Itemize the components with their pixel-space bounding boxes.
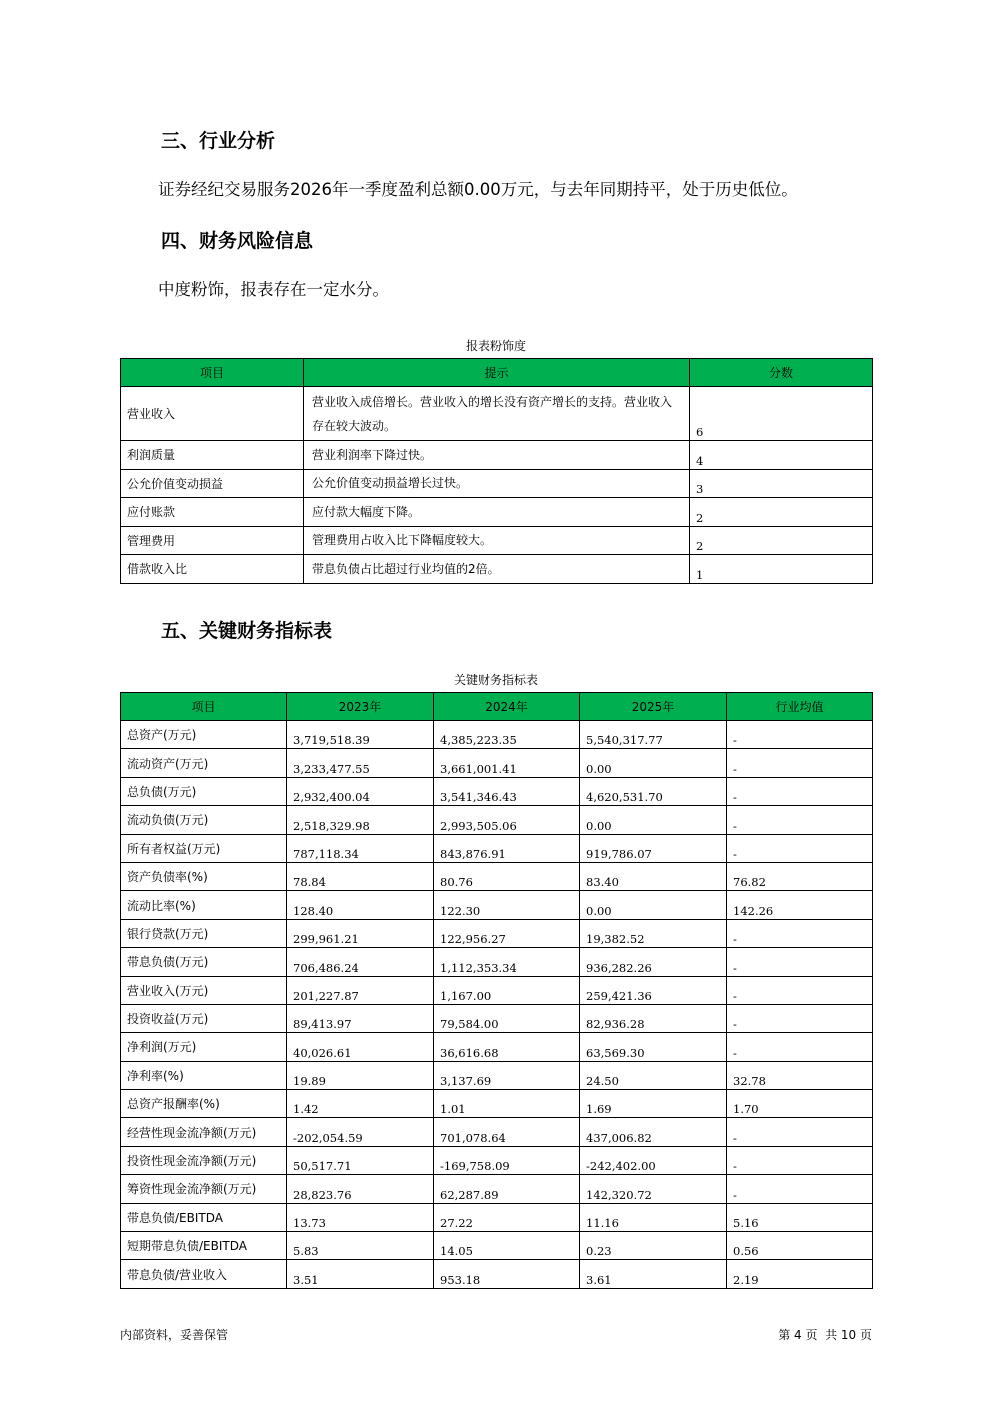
metric-2023-cell: 2,932,400.04 [287,777,434,805]
metric-label-cell: 净利率(%) [121,1061,287,1089]
risk-score-cell: 3 [690,469,873,498]
metrics-row [121,1203,873,1231]
metric-industry-avg-cell: - [727,919,873,947]
metric-2024-cell: 122.30 [434,891,580,919]
metric-label-cell: 净利润(万元) [121,1033,287,1061]
page-number: 第 4 页 共 10 页 [778,1328,872,1342]
metric-2025-cell: 936,282.26 [580,948,727,976]
metric-2025-cell: -242,402.00 [580,1146,727,1174]
metric-2024-cell: 2,993,505.06 [434,806,580,834]
metric-label-cell: 流动比率(%) [121,891,287,919]
metrics-row [121,1004,873,1032]
metric-industry-avg-cell: - [727,721,873,749]
risk-item-cell: 营业收入 [121,387,304,441]
metric-2023-cell: 50,517.71 [287,1146,434,1174]
metric-industry-avg-cell: - [727,777,873,805]
metric-2024-cell: 3,541,346.43 [434,777,580,805]
metrics-row [121,891,873,919]
metrics-row [121,1033,873,1061]
metric-2025-cell: 0.00 [580,749,727,777]
metric-2023-cell: 78.84 [287,862,434,890]
metrics-row [121,1260,873,1288]
metrics-header-2024: 2024年 [434,693,580,721]
metrics-row [121,749,873,777]
metric-industry-avg-cell: 1.70 [727,1090,873,1118]
metric-2023-cell: 201,227.87 [287,976,434,1004]
metric-2024-cell: 36,616.68 [434,1033,580,1061]
footer-note: 内部资料，妥善保管 [120,1328,229,1342]
metrics-table-caption: 关键财务指标表 [453,673,538,687]
metric-2024-cell: 14.05 [434,1232,580,1260]
metric-industry-avg-cell: - [727,806,873,834]
metric-2025-cell: 63,569.30 [580,1033,727,1061]
risk-hint-cell: 营业利润率下降过快。 [304,441,690,470]
metric-industry-avg-cell: - [727,1175,873,1203]
metric-label-cell: 营业收入(万元) [121,976,287,1004]
risk-header-item: 项目 [121,359,304,387]
metrics-row [121,1061,873,1089]
metric-2025-cell: 259,421.36 [580,976,727,1004]
metrics-row [121,777,873,805]
metric-2025-cell: 3.61 [580,1260,727,1288]
metrics-row [121,806,873,834]
metric-industry-avg-cell: 5.16 [727,1203,873,1231]
metric-label-cell: 投资收益(万元) [121,1004,287,1032]
metric-2024-cell: 701,078.64 [434,1118,580,1146]
metric-2024-cell: 80.76 [434,862,580,890]
metric-2025-cell: 19,382.52 [580,919,727,947]
risk-hint-cell: 营业收入成倍增长。营业收入的增长没有资产增长的支持。营业收入存在较大波动。 [304,387,690,441]
metric-label-cell: 筹资性现金流净额(万元) [121,1175,287,1203]
risk-item-cell: 利润质量 [121,441,304,470]
metrics-row [121,1090,873,1118]
metrics-row [121,1175,873,1203]
metrics-row [121,834,873,862]
metric-industry-avg-cell: 142.26 [727,891,873,919]
metric-2023-cell: 40,026.61 [287,1033,434,1061]
metric-label-cell: 带息负债/EBITDA [121,1203,287,1231]
metric-2024-cell: 3,661,001.41 [434,749,580,777]
risk-score-cell: 6 [690,387,873,441]
section-3-title: 三、行业分析 [161,130,276,152]
metric-2024-cell: 62,287.89 [434,1175,580,1203]
metric-label-cell: 短期带息负债/EBITDA [121,1232,287,1260]
metric-2023-cell: 299,961.21 [287,919,434,947]
metric-2023-cell: 19.89 [287,1061,434,1089]
risk-header-hint: 提示 [304,359,690,387]
metric-2025-cell: 919,786.07 [580,834,727,862]
metric-label-cell: 带息负债(万元) [121,948,287,976]
metric-industry-avg-cell: - [727,1033,873,1061]
metric-label-cell: 流动负债(万元) [121,806,287,834]
metrics-row [121,1146,873,1174]
metrics-row [121,721,873,749]
metric-industry-avg-cell: 76.82 [727,862,873,890]
risk-row [121,555,873,584]
section-4-title: 四、财务风险信息 [161,230,314,252]
metric-industry-avg-cell: 0.56 [727,1232,873,1260]
metric-2023-cell: 28,823.76 [287,1175,434,1203]
metric-industry-avg-cell: - [727,976,873,1004]
metric-label-cell: 流动资产(万元) [121,749,287,777]
metric-label-cell: 总资产报酬率(%) [121,1090,287,1118]
metric-2025-cell: 5,540,317.77 [580,721,727,749]
metrics-table [120,692,873,1289]
metrics-header-2025: 2025年 [580,693,727,721]
section-5-title: 五、关键财务指标表 [161,620,333,642]
risk-hint-cell: 带息负债占比超过行业均值的2倍。 [304,555,690,584]
metric-2024-cell: 27.22 [434,1203,580,1231]
metric-2023-cell: 3,719,518.39 [287,721,434,749]
metric-industry-avg-cell: 2.19 [727,1260,873,1288]
risk-score-cell: 1 [690,555,873,584]
metric-2024-cell: 3,137.69 [434,1061,580,1089]
section-4-text: 中度粉饰，报表存在一定水分。 [158,280,389,299]
risk-header-row [121,359,873,387]
metric-2024-cell: 953.18 [434,1260,580,1288]
risk-header-score: 分数 [690,359,873,387]
metric-2023-cell: 3.51 [287,1260,434,1288]
metric-2023-cell: 3,233,477.55 [287,749,434,777]
metrics-header-row [121,693,873,721]
metric-2025-cell: 0.23 [580,1232,727,1260]
metric-2023-cell: 787,118.34 [287,834,434,862]
risk-item-cell: 管理费用 [121,526,304,555]
metric-label-cell: 经营性现金流净额(万元) [121,1118,287,1146]
metric-label-cell: 投资性现金流净额(万元) [121,1146,287,1174]
metric-industry-avg-cell: - [727,749,873,777]
metric-2025-cell: 24.50 [580,1061,727,1089]
metric-2025-cell: 0.00 [580,806,727,834]
risk-item-cell: 应付账款 [121,498,304,527]
metric-2023-cell: 5.83 [287,1232,434,1260]
metric-2025-cell: 142,320.72 [580,1175,727,1203]
metrics-header-item: 项目 [121,693,287,721]
metric-2024-cell: 1,167.00 [434,976,580,1004]
metric-label-cell: 带息负债/营业收入 [121,1260,287,1288]
metric-label-cell: 总负债(万元) [121,777,287,805]
risk-item-cell: 公允价值变动损益 [121,469,304,498]
risk-row [121,441,873,470]
metrics-row [121,862,873,890]
metric-2023-cell: 13.73 [287,1203,434,1231]
risk-row [121,498,873,527]
risk-row [121,526,873,555]
metric-industry-avg-cell: - [727,1146,873,1174]
metric-2024-cell: 79,584.00 [434,1004,580,1032]
metric-industry-avg-cell: - [727,834,873,862]
metrics-header-2023: 2023年 [287,693,434,721]
metric-2025-cell: 0.00 [580,891,727,919]
metric-2023-cell: 89,413.97 [287,1004,434,1032]
risk-hint-cell: 应付款大幅度下降。 [304,498,690,527]
metric-label-cell: 总资产(万元) [121,721,287,749]
metric-2023-cell: -202,054.59 [287,1118,434,1146]
metrics-row [121,1118,873,1146]
metric-2025-cell: 11.16 [580,1203,727,1231]
metric-label-cell: 银行贷款(万元) [121,919,287,947]
metric-label-cell: 资产负债率(%) [121,862,287,890]
metrics-header-industry-avg: 行业均值 [727,693,873,721]
metric-industry-avg-cell: 32.78 [727,1061,873,1089]
risk-row [121,387,873,441]
metric-industry-avg-cell: - [727,1004,873,1032]
metric-2025-cell: 1.69 [580,1090,727,1118]
metric-industry-avg-cell: - [727,1118,873,1146]
metric-2023-cell: 1.42 [287,1090,434,1118]
metric-2024-cell: -169,758.09 [434,1146,580,1174]
metric-2024-cell: 1.01 [434,1090,580,1118]
metric-2025-cell: 83.40 [580,862,727,890]
section-3-text: 证券经纪交易服务2026年一季度盈利总额0.00万元，与去年同期持平，处于历史低位。 [158,180,798,199]
metric-2024-cell: 4,385,223.35 [434,721,580,749]
risk-item-cell: 借款收入比 [121,555,304,584]
metric-2024-cell: 122,956.27 [434,919,580,947]
risk-row [121,469,873,498]
metric-2025-cell: 437,006.82 [580,1118,727,1146]
metric-2024-cell: 843,876.91 [434,834,580,862]
risk-score-cell: 2 [690,526,873,555]
metric-2023-cell: 706,486.24 [287,948,434,976]
metric-2023-cell: 2,518,329.98 [287,806,434,834]
metric-label-cell: 所有者权益(万元) [121,834,287,862]
risk-score-cell: 2 [690,498,873,527]
metric-2024-cell: 1,112,353.34 [434,948,580,976]
metric-industry-avg-cell: - [727,948,873,976]
metrics-row [121,1232,873,1260]
risk-hint-cell: 管理费用占收入比下降幅度较大。 [304,526,690,555]
metric-2025-cell: 82,936.28 [580,1004,727,1032]
metric-2023-cell: 128.40 [287,891,434,919]
risk-hint-cell: 公允价值变动损益增长过快。 [304,469,690,498]
risk-table-caption: 报表粉饰度 [465,339,526,353]
metric-2025-cell: 4,620,531.70 [580,777,727,805]
metrics-row [121,948,873,976]
metrics-row [121,976,873,1004]
risk-table [120,358,873,584]
metrics-row [121,919,873,947]
risk-score-cell: 4 [690,441,873,470]
